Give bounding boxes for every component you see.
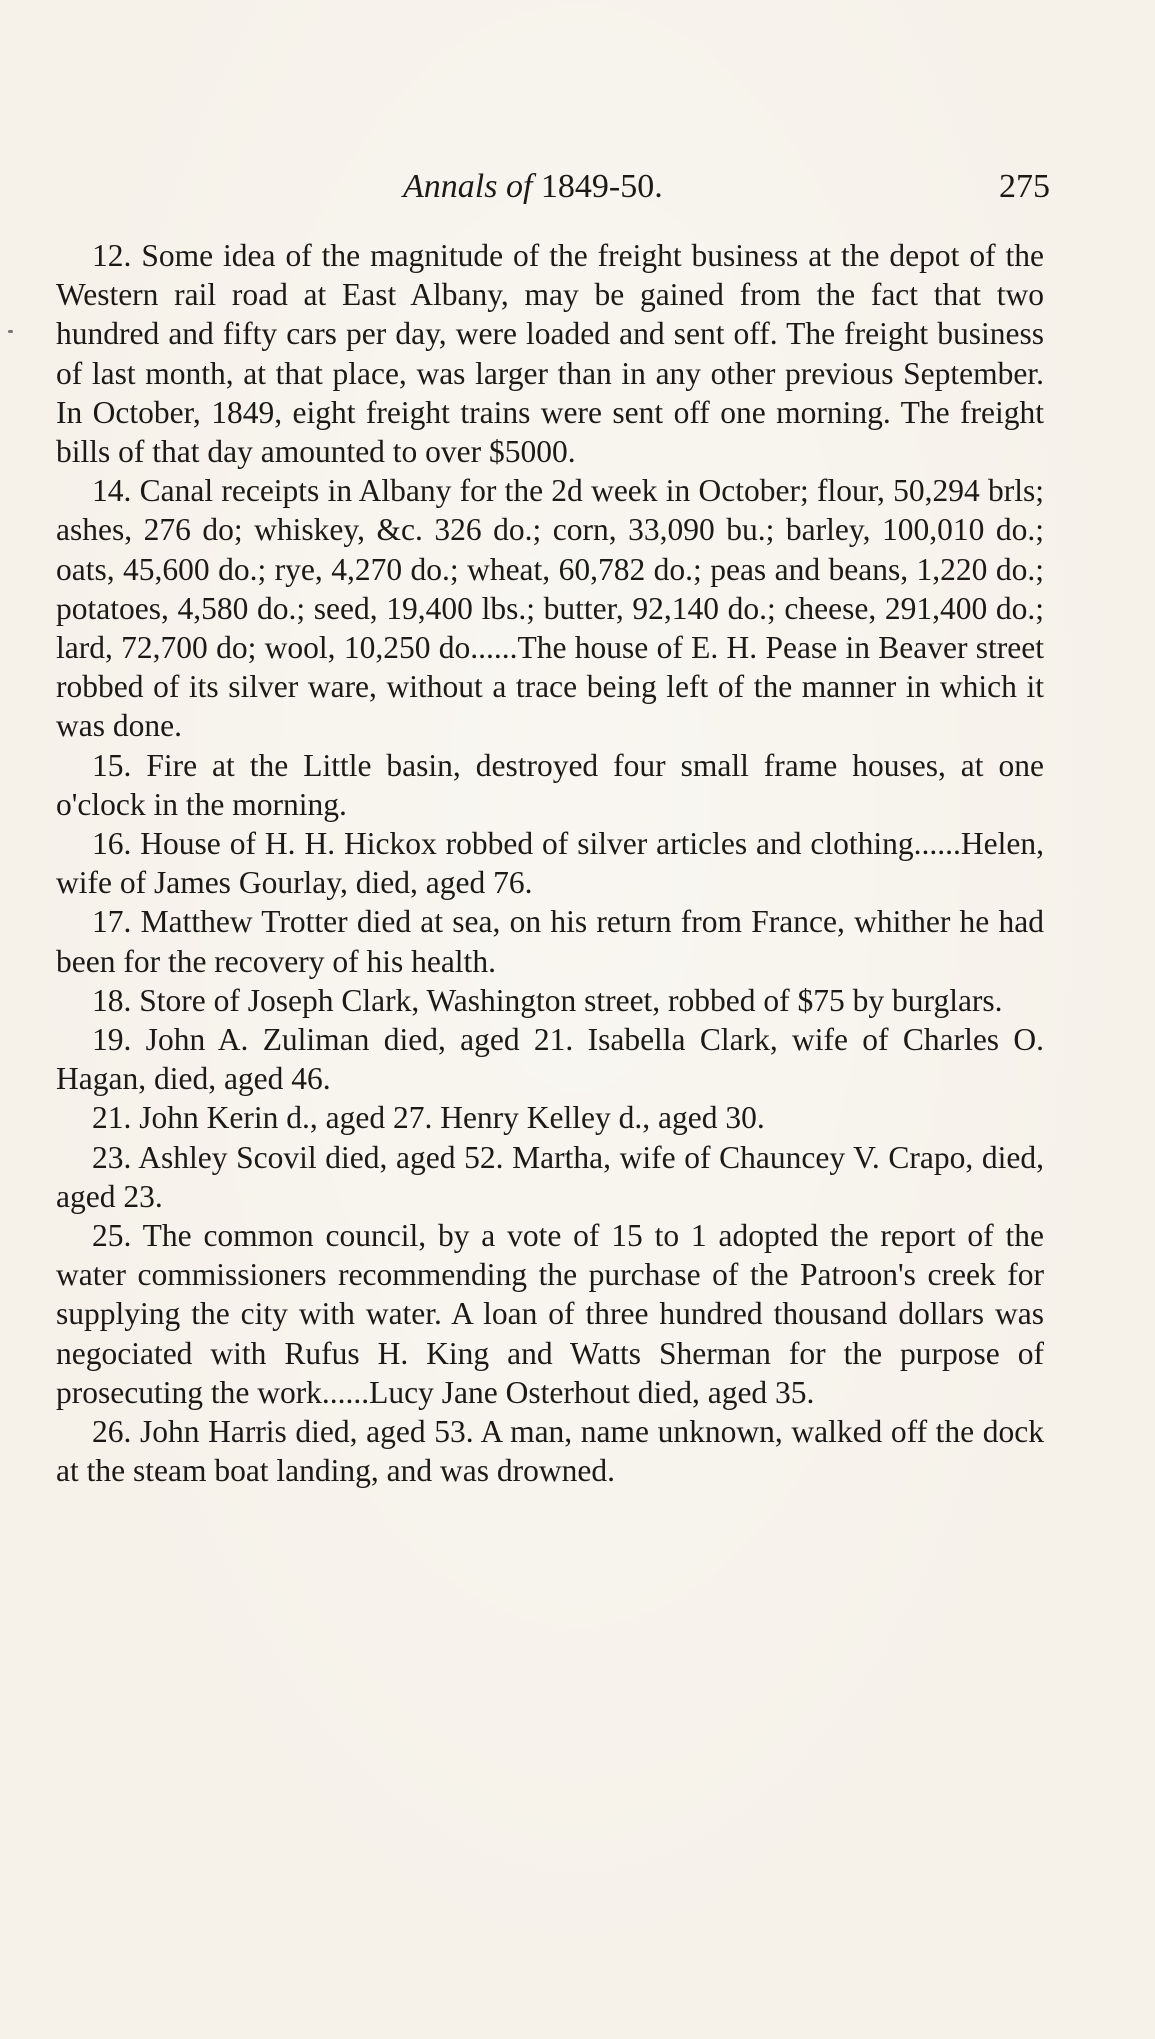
entry-23: 23. Ashley Scovil died, aged 52. Martha, wife of Chauncey V. Crapo, died, aged 23. — [56, 1139, 1044, 1214]
entry-15: 15. Fire at the Little basin, destroyed four small frame houses, at one o'clock in the morning. — [56, 747, 1044, 822]
running-title — [403, 168, 663, 206]
entry-19: 19. John A. Zuliman died, aged 21. Isabella Clark, wife of Charles O. Hagan, died, aged 46. — [56, 1022, 1044, 1097]
entry-16: 16. House of H. H. Hickox robbed of silver articles and clothing......Helen, wife of James Gourlay, died, aged 76. — [56, 826, 1044, 901]
running-title-annals: Annals — [403, 168, 498, 205]
entry-17: 17. Matthew Trotter died at sea, on his return from France, whither he had been for the recovery of his health. — [56, 904, 1044, 979]
running-title-of: of — [505, 168, 533, 205]
entry-26: 26. John Harris died, aged 53. A man, name unknown, walked off the dock at the steam boat landing, and was drowned. — [56, 1414, 1044, 1489]
page-header — [58, 168, 1050, 218]
page-body — [56, 236, 1044, 1491]
margin-mark — [8, 330, 13, 333]
entry-14: 14. Canal receipts in Albany for the 2d week in October; flour, 50,294 brls; ashes, 276 do; whiskey, &c. 326 do.; corn, 33,090 bu.; barley, 100,010 do.; oats, 45,600 do.; rye, 4,270 do.; wheat, 60,782 do.; peas and beans, 1,220 do.; potatoes, 4,580 do.; seed, 19,400 lbs.; butter, 92,140 do.; cheese, 291,400 do.; lard, 72,700 do; wool, 10,250 do......The house of E. H. Pease in Beaver street robbed of its silver ware, without a trace being left of the manner in which it was done. — [56, 473, 1044, 744]
entry-25: 25. The common council, by a vote of 15 to 1 adopted the report of the water commissioners recommending the purchase of the Patroon's creek for supplying the city with water. A loan of three hundred thousand dollars was negociated with Rufus H. King and Watts Sherman for the purpose of prosecuting the work......Lucy Jane Osterhout died, aged 35. — [56, 1218, 1044, 1410]
page-number: 275 — [999, 168, 1050, 205]
entry-12: 12. Some idea of the magnitude of the freight business at the depot of the Western rail road at East Albany, may be gained from the fact that two hundred and fifty cars per day, were loaded and sent off. The freight business of last month, at that place, was larger than in any other previous September. In October, 1849, eight freight trains were sent off one morning. The freight bills of that day amounted to over $5000. — [56, 238, 1044, 470]
entry-18: 18. Store of Joseph Clark, Washington street, robbed of $75 by burglars. — [92, 982, 1003, 1018]
running-title-years: 1849-50. — [540, 168, 663, 205]
entry-21: 21. John Kerin d., aged 27. Henry Kelley d., aged 30. — [92, 1100, 765, 1136]
